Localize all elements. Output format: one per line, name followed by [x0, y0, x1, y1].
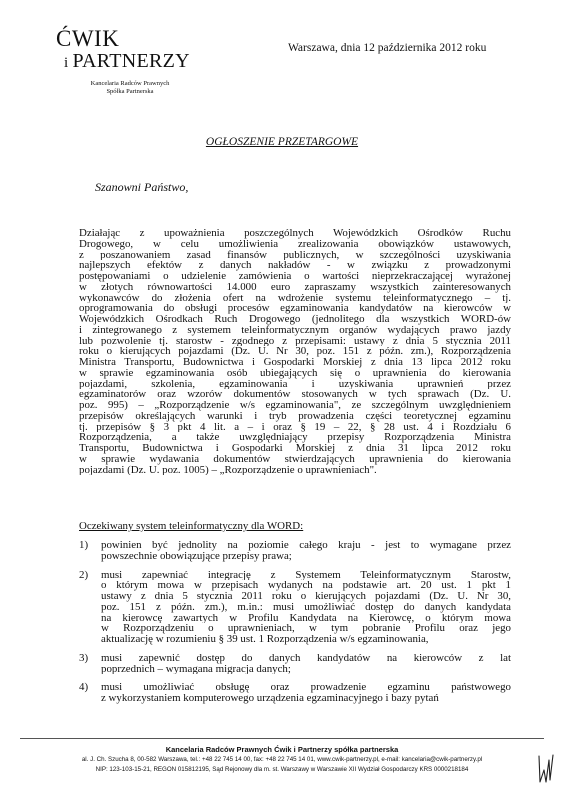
- body-line: tj. przepisów § 3 pkt 4 lit. a – i oraz § 19 – 22, § 28 ust. 4 i Rozdziału 6: [79, 421, 511, 433]
- requirement-line: poz. 151 z późn. zm.), m.in.: musi umożliwiać dostęp do danych kandydata: [101, 601, 511, 613]
- body-line: oprogramowania do obsługi procesów egzaminowania kandydatów na kierowców w: [79, 303, 511, 314]
- body-line: Wojewódzkich Ośrodkach Ruch Drogowego (jednolitego dla wszystkich WORD-ów: [79, 314, 511, 325]
- requirement-line: o którym mowa w przepisach wydanych na podstawie art. 20 ust. 1 pkt 1: [101, 580, 511, 591]
- body-line: Transportu, Budownictwa i Gospodarki Morskiej z dnia 31 lipca 2012 roku: [79, 443, 511, 454]
- logo-subtitle: [74, 80, 186, 96]
- requirement-line: z wykorzystaniem komputerowego urządzenia egzaminacyjnego i bazy pytań: [101, 693, 439, 704]
- body-line: lub pozwolenie tj. starostw - zgodnego z przepisami: ustawy z dnia 5 stycznia 2011: [79, 335, 511, 347]
- body-line: pojazdami, szkolenia, egzaminowania i uzyskiwania uprawnień przez: [79, 378, 511, 390]
- requirements-heading: Oczekiwany system teleinformatyczny dla WORD:: [79, 520, 304, 532]
- logo-line-2-text: PARTNERZY: [72, 50, 190, 72]
- document-title: OGŁOSZENIE PRZETARGOWE: [205, 136, 359, 148]
- handwritten-signature: [536, 752, 558, 786]
- logo-subtitle-1: Kancelaria Radców Prawnych: [90, 80, 170, 87]
- requirement-number: 2): [79, 568, 89, 581]
- requirement-line: na kierowcę zawartych w Profilu Kandydata na Kierowcę, o którym mowa: [101, 612, 511, 624]
- body-line: wykonawców do złożenia ofert na wdrożenie systemu teleinformatycznego – tj.: [79, 292, 511, 304]
- requirement-line: powszechnie obowiązujące przepisy prawa;: [101, 550, 292, 562]
- body-line: Działając z upoważnienia poszczególnych Wojewódzkich Ośrodków Ruchu: [79, 228, 511, 239]
- requirement-line: musi umożliwiać obsługę oraz prowadzenie egzaminu państwowego: [101, 682, 511, 693]
- logo-line-1: ĆWIK: [56, 26, 120, 51]
- requirement-number: 1): [79, 539, 89, 551]
- footer: [0, 744, 564, 775]
- logo-subtitle-2: Spółka Partnerska: [106, 88, 154, 95]
- body-line: pojazdami (Dz. U. poz. 1005) – „Rozporządzenie o uprawnieniach".: [79, 464, 377, 476]
- body-line: i zintegrowanego z systemem teleinformatycznym organów wydających prawo jazdy: [79, 324, 511, 336]
- requirement-line: w Rozporządzeniu o uprawnieniach, w tym pobranie Profilu oraz jego: [101, 623, 511, 634]
- body-line: przepisów określających warunki i tryb prowadzenia części teoretycznej egzaminu: [79, 410, 511, 422]
- body-line: Drogowego, w celu umożliwienia zrealizowania obowiązków ustawowych,: [79, 238, 511, 250]
- body-line: egzaminatorów oraz wzorów dokumentów stosowanych w tych sprawach (Dz. U.: [79, 389, 511, 400]
- requirement-item: [79, 540, 511, 562]
- body-line: w złotych równowartości 14.000 euro zapraszamy wszystkich zainteresowanych: [79, 281, 511, 293]
- requirement-item: [79, 682, 511, 704]
- company-logo: [56, 26, 190, 96]
- greeting: Szanowni Państwo,: [95, 180, 189, 194]
- body-line: Rozporządzenia, a także uwzględniający przepisy Rozporządzenia Ministra: [79, 432, 511, 443]
- requirement-text: [101, 570, 511, 645]
- requirement-item: [79, 653, 511, 675]
- body-line: poz. 995) – „Rozporządzenie w/s egzaminowania", ze szczególnym uwzględnieniem: [79, 400, 511, 411]
- footer-contact: al. J. Ch. Szucha 8, 00-582 Warszawa, tel.: +48 22 745 14 00, fax: +48 22 745 14 01, www.cwik-partnerzy.pl, e-mail: kancelaria@cwik-partnerzy.pl: [81, 756, 483, 763]
- requirement-text: [101, 682, 511, 704]
- body-line: roku o kierujących pojazdami (Dz. U. Nr 30, poz. 151 z późn. zm.), Rozporządzenia: [79, 346, 511, 357]
- requirement-line: musi zapewniać integrację z Systemem Teleinformatycznym Starostw,: [101, 569, 511, 581]
- body-line: postępowaniami o udzielenie zamówienia o wartości nieprzekraczającej wyrażonej: [79, 271, 511, 282]
- requirement-text: [101, 653, 511, 675]
- requirement-line: ustawy z dnia 5 stycznia 2011 roku o kierujących pojazdami (Dz. U. Nr 30,: [101, 591, 511, 602]
- document-date: Warszawa, dnia 12 października 2012 roku: [288, 42, 487, 54]
- body-line: Ministra Transportu, Budownictwa i Gospodarki Morskiej z dnia 13 lipca 2012 roku: [79, 357, 511, 368]
- body-line: najlepszych efektów z danych nakładów - w związku z prowadzonymi: [79, 260, 511, 271]
- requirement-item: [79, 570, 511, 645]
- body-line: w sprawie egzaminowania osób ubiegających się o uprawnienia do kierowania: [79, 367, 511, 379]
- body-line: z poszanowaniem zasad finansów publicznych, w szczególności uzyskiwania: [79, 249, 511, 261]
- requirement-line: aktualizację w rozumieniu § 39 ust. 1 Rozporządzenia w/s egzaminowania,: [101, 634, 429, 645]
- logo-line-2-prefix: i: [64, 55, 69, 71]
- requirement-number: 4): [79, 681, 89, 694]
- requirements-list: [79, 540, 511, 712]
- requirement-number: 3): [79, 651, 89, 664]
- logo-line-2: [64, 50, 190, 74]
- requirement-line: powinien być jednolity na poziomie całego kraju - jest to wymagane przez: [101, 540, 511, 551]
- requirement-text: [101, 540, 511, 562]
- requirement-line: poprzednich – wymagana migracja danych;: [101, 663, 291, 675]
- requirement-line: musi zapewnić dostęp do danych kandydatów na kierowców z lat: [101, 652, 511, 664]
- body-paragraph: [79, 228, 511, 475]
- body-line: w sprawie wydawania dokumentów stwierdzających uprawnienia do kierowania: [79, 453, 511, 465]
- footer-registration: NIP: 123-103-15-21, REGON 015812195, Sąd Rejonowy dla m. st. Warszawy w Warszawie XII Wydział Gospodarczy KRS 0000218184: [95, 766, 469, 773]
- footer-divider: [20, 738, 544, 739]
- footer-company: Kancelaria Radców Prawnych Ćwik i Partnerzy spółka partnerska: [165, 745, 399, 754]
